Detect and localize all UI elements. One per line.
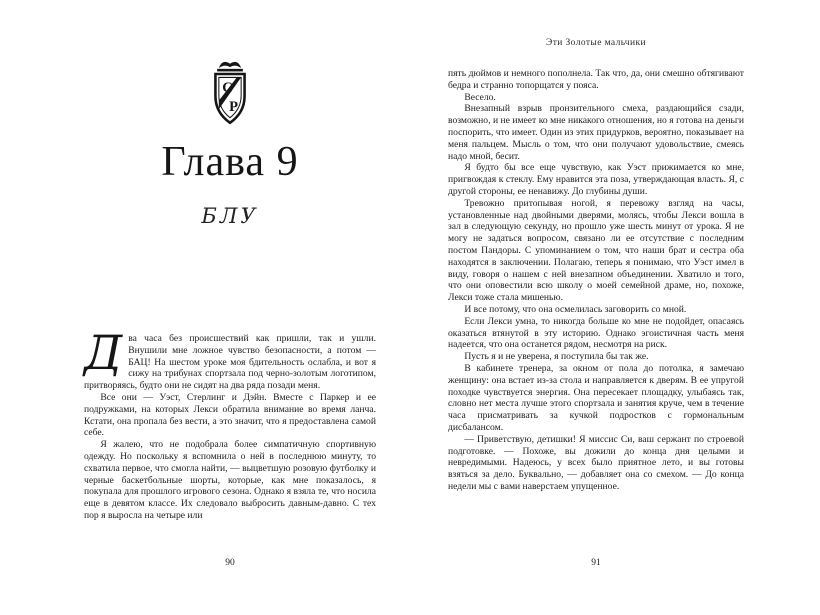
paragraph: Я будто бы все еще чувствую, как Уэст прижимается ко мне, пригвождая к стеклу. Ему нравится эта поза, утверждающая власть. Я, с другой стороны, ее ненавижу. До глубины души. [448,162,744,197]
crest-letter-top: С [222,80,233,96]
page-number-right: 91 [591,558,601,568]
right-page-body [448,68,744,493]
paragraph: — Приветствую, детишки! Я миссис Си, ваш сержант по строевой подготовке. — Похоже, вы дожили до конца дня целыми и невредимыми. Надеюсь, у всех было приятное лето, и вы готовы взяться за дело. Буквально, — добавляет она со смехом. — До конца недели мы с вами наверстаем упущенное. [448,433,744,492]
crest-shield-icon [204,56,256,128]
chapter-title: Глава 9 [161,139,299,185]
drop-cap: Д [84,326,123,381]
left-page-body [84,326,376,522]
publisher-crest-icon [84,56,376,133]
paragraph: Я жалею, что не подобрала более симпатичную спортивную одежду. Но поскольку я вспомнила о ней в последнюю минуту, то схватила первое, что смогла найти, — выцветшую розовую футболку и черные баскетбольные шорты, которые, как мне показалось, я покупала для прошлого игрового сезона. Однако я взяла те, что носила еще в девятом классе. Их следовало выбросить давным-давно. С тех пор я выросла на четыре или [84,439,376,521]
paragraph: Пусть я и не уверена, я поступила бы так же. [464,351,649,363]
paragraph: Внезапный взрыв пронзительного смеха, раздающийся сзади, возможно, и не имеет ко мне никакого отношения, но я готова на деньги поспорить, что имеет. Один из этих придурков, вероятно, показывает на меня пальцем. Мысль о том, что они получают удовольствие, смеясь надо мной, бесит. [448,103,744,162]
page-number-left: 90 [225,558,235,568]
paragraph [84,326,376,392]
crest-letter-bottom: Р [229,98,239,115]
paragraph: пять дюймов и немного пополнела. Так что, да, они смешно обтягивают бедра и странно топорщатся у пояса. [448,68,744,91]
paragraph: Все они — Уэст, Стерлинг и Дэйн. Вместе с Паркер и ее подружками, на которых Лекси обратила внимание во время ланча. Кстати, она пропала без вести, а это значит, что я предоставлена самой себе. [84,391,376,439]
chapter-subtitle: БЛУ [201,204,259,228]
paragraph-text: ва часа без происшествий как пришли, так и ушли. Внушили мне ложное чувство безопасности, а потом — БАЦ! На шестом уроке моя бдительность ослабла, и вот я сижу на трибунах спортзала под черно-золотым логотипом, притворяясь, будто они не сидят на два ряда позади меня. [84,333,376,392]
paragraph: В кабинете тренера, за окном от пола до потолка, я замечаю женщину: она встает из-за стола и направляется к дверям. В ее упругой походке чувствуется энергия. Она пересекает площадку, улыбаясь так, словно нет места лучше этого спортзала и занятия круче, чем в течение часа присматривать за кучкой подростков с гормональным дисбалансом. [448,362,744,433]
running-header: Эти Золотые мальчики [546,38,646,48]
paragraph: Тревожно притопывая ногой, я перевожу взгляд на часы, установленные над двойными дверями, молясь, чтобы Лекси вошла в зал в следующую секунду, но прошло уже шесть минут от урока. Я не могу не задаться вопросом, связано ли ее отсутствие с последним постом Пандоры. С упоминанием о том, что наши брат и сестра оба находятся в заключении. Полагаю, теперь я понимаю, что Уэст имел в виду, говоря о нашем с ней внезапном объединении. Хватило и того, что они оповестили всю школу о моей семейной драме, но, похоже, Лекси тоже стала мишенью. [448,197,744,304]
paragraph: Если Лекси умна, то никогда больше ко мне не подойдет, опасаясь оказаться втянутой в эту историю. Однако эгоистичная часть меня надеется, что она останется рядом, несмотря на риск. [448,315,744,351]
paragraph: И все потому, что она осмелилась заговорить со мной. [464,303,687,315]
paragraph: Весело. [464,91,496,103]
